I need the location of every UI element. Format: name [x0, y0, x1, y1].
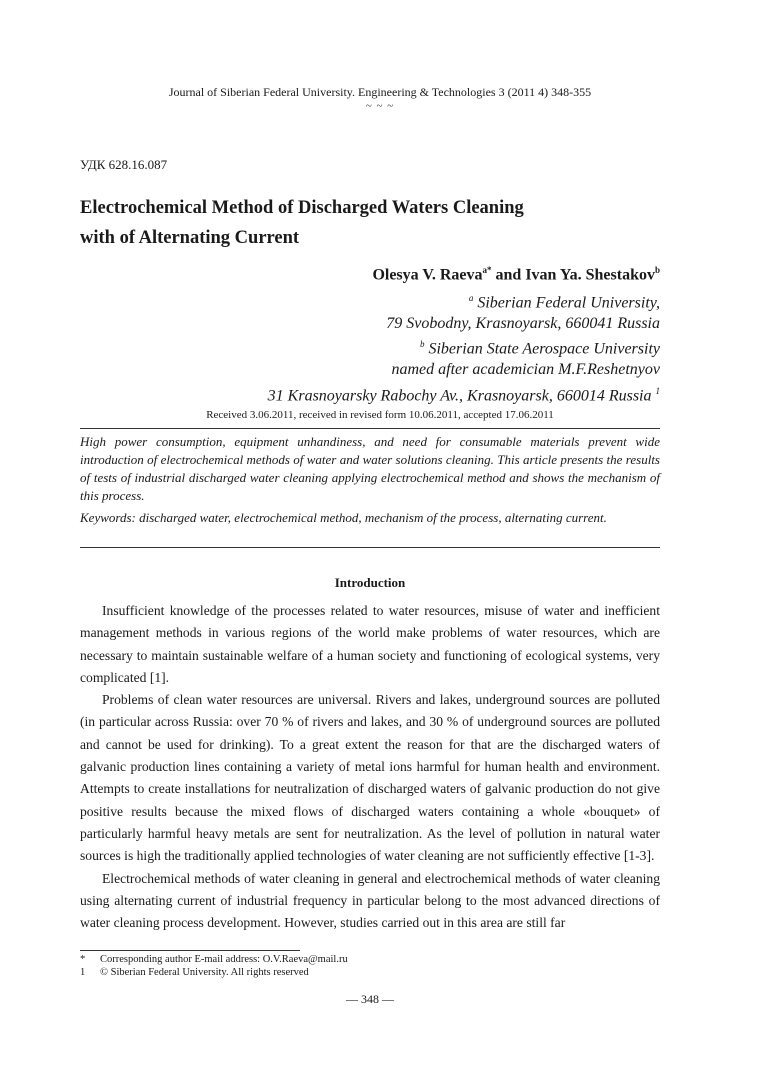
footnote-copyright [80, 966, 660, 979]
footnotes [80, 953, 660, 979]
footnote-rule [80, 950, 300, 951]
author-1-mark: a* [482, 265, 492, 275]
journal-header: Journal of Siberian Federal University. Engineering & Technologies 3 (2011 4) 348-355 [168, 85, 592, 99]
footnote-corresponding [80, 953, 660, 966]
author-2-mark: b [654, 265, 660, 275]
abstract-bottom-rule [80, 547, 660, 548]
footnote-mark: 1 [80, 967, 86, 978]
affiliation-a-mark: a [468, 293, 474, 303]
paragraph-1: Insufficient knowledge of the processes related to water resources, misuse of water and inefficient management methods in various regions of the world make problems of water resources, which are necessary to maintain sustainable welfare of a human society and functioning of ecological systems, very complicated [1]. [80, 603, 660, 685]
affiliation-b-line-2: named after academician M.F.Reshetnyov [391, 361, 660, 379]
authors [80, 265, 660, 284]
received-dates: Received 3.06.2011, received in revised form 10.06.2011, accepted 17.06.2011 [206, 409, 554, 421]
affiliation-b-line-3-mark: 1 [655, 385, 660, 396]
article-title [80, 193, 680, 253]
paragraph-2: Problems of clean water resources are universal. Rivers and lakes, underground sources are polluted (in particular across Russia: over 70 % of rivers and lakes, and 30 % of underground sources are polluted and cannot be used for drinking). To a great extent the reason for that are the discharged waters of galvanic production lines containing a variety of metal ions harmful for human health and environment. Attempts to create installations for neutralization of discharged waters of galvanic production do not give positive results because the mixed flows of discharged waters containing a whole «bouquet» of particularly harmful heavy metals are sent for neutralization. As the level of pollution in natural water sources is high the traditionally applied technologies of water cleaning are not sufficiently effective [1-3]. [80, 692, 660, 864]
footnote-mark: * [80, 954, 86, 965]
section-title-introduction: Introduction [334, 575, 406, 590]
title-line-2: with of Alternating Current [80, 228, 300, 248]
abstract: High power consumption, equipment unhandiness, and need for consumable materials prevent wide introduction of electrochemical methods of water and water solutions cleaning. This article presents the results of tests of industrial discharged water cleaning applying electrochemical method and shows the mechanism of this process. [80, 434, 660, 503]
footnote-text: Corresponding author E-mail address: O.V.Raeva@mail.ru [100, 954, 348, 965]
header-separator: ~ ~ ~ [365, 100, 395, 112]
keywords: Keywords: discharged water, electrochemical method, mechanism of the process, alternating current. [80, 510, 607, 525]
body-text [80, 600, 660, 934]
author-conjunction: and [491, 266, 526, 284]
author-1: Olesya V. Raeva [372, 266, 483, 284]
author-2: Ivan Ya. Shestakov [525, 266, 655, 284]
affiliation-b-mark: b [419, 339, 425, 350]
paragraph-3: Electrochemical methods of water cleaning in general and electrochemical methods of water cleaning using alternating current of industrial frequency in particular belong to the most advanced directions of water cleaning process development. However, studies carried out in this area are still far [80, 870, 660, 931]
affiliation-a-line-2: 79 Svobodny, Krasnoyarsk, 660041 Russia [386, 314, 660, 332]
affiliation-b-line-3: 31 Krasnoyarsky Rabochy Av., Krasnoyarsk, 660014 Russia $^1$ [267, 385, 660, 404]
udk-code: УДК 628.16.087 [80, 157, 168, 172]
affiliation-a-line-1: $^a$ Siberian Federal University, [468, 293, 660, 312]
abstract-top-rule [80, 428, 660, 429]
affiliations [80, 288, 660, 406]
page-number: — 348 — [346, 992, 394, 1006]
title-line-1: Electrochemical Method of Discharged Waters Cleaning [80, 198, 524, 218]
affiliation-b-line-1: $^b$ Siberian State Aerospace University [419, 339, 660, 358]
footnote-text: © Siberian Federal University. All rights reserved [100, 967, 309, 978]
